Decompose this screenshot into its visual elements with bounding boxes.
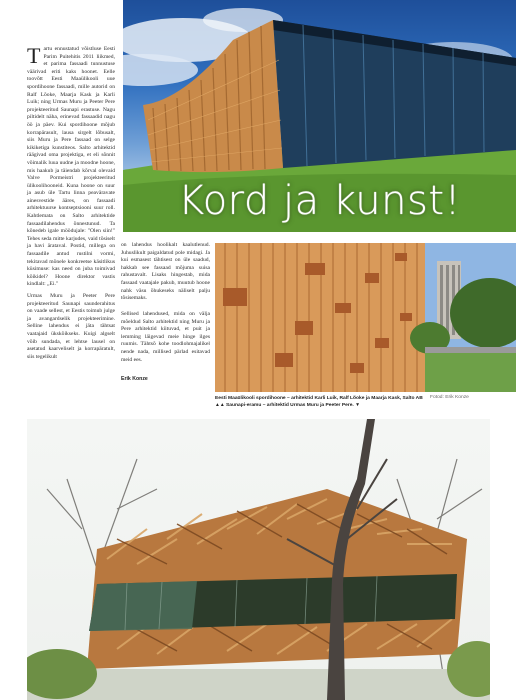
article-title: Kord ja kunst! — [177, 178, 462, 224]
author-name: Erik Konze — [121, 376, 148, 382]
hero-photo-sports-hall — [123, 0, 516, 232]
paragraph-second: Urmas Muru ja Peeter Pere projekteeritud Saunapi saunderahitus on vaade sellest, et Eestis toimub julge ja avangardselik projekteerimine. Selline lahendus ei jäta tähtsat vaatajaid ükskõikseks. Kuigi algselt võib sundada, et lehtse lausel on asetatud kaarveliselt ja korrapäratult, siis tegelikult — [27, 293, 115, 360]
article-column-1 — [27, 43, 115, 361]
photo-caption: Eesti Maaülikooli spordihoone – arhitektid Karli Luik, Ralf Lõoke ja Maarja Kask, Salto AB ▲▲ Saunapi-eramu – arhitektid Urmas Muru ja Peeter Pere. ▼ — [215, 396, 423, 408]
drop-cap: T — [27, 43, 41, 68]
paragraph-intro-text: artu ennustatud võistluse Eesti Parim Puitehitis 2011 liikmed, et parima fassaadi tunnustuse väärivad eriti kaks hoonet. Eelle toovõtt Eesti Maaülikooli uue spordihoone fassaadi, mille autorid on Ralf Lõoke, Maarja Kask ja Karli Luik; ning Urmas Muru ja Peeter Pere projekteeritud Saunapi erastuse. Nagu piltidelt näha, erinevad fassaadid nagu öö ja päev. Kui spordihoone mõjub korrapärasult, lausa sirgelt lõbusalt, siis Muru ja Pere fassaad on selge kikiketiga kunstiteos. Salto arhitektid räägivad oma projektiga, et eli sõnnit võimalik luua uudne ja moodne hoone, mis haakub ja täiendab kõrval olevaid Valve Pormeistri projekteeritud ülikoolihooneid. Kuna hoone on suur ja asub üle Tartu linna peaväravate ainesvestide ääres, on fassaadi arhitektuurse kontseptsiooni suur roll. Kahtlemata on Salto arhitektide fassaadilahendus õnnestunud. Ta kõnedeb igale möödujale: "Olen siin!" Tehes seda mitte karjudes, vaid tõsiselt ja havi ärataval. Postid, millega on fassaadile antud rustilni vormi, tekitavad mõnele konkreetse käsitlikus küsimuse: kas need on juba toimivad kõikidel? Hoone direktor vastis kindlalt: „Ei." — [27, 46, 115, 288]
photo-credit: Fotod: Erik Konze — [430, 395, 469, 400]
paragraph-intro — [27, 43, 115, 289]
facade-detail-photo — [215, 243, 516, 392]
article-column-3: Sellised lahendused, mida on välja mõeldud Salto arhitektid ning Muru ja Pere arhitektid kiituvad, et puit ja lemming läigevad meie hinge ilges ruumis. Tähtsõ kohe toodlohmajalikel nende nada, millised pärlad esitavad meid ees. — [121, 311, 210, 363]
article-column-2: on lahendus hoolikalt kaalutlenud. Juhuslikult paigaldatud pole midagi. Ja kui esmasest tähtisest on üle saadud, hakkab see fassaad mõjuma suisa rahustavalt. Lisaks hingestab, mida fassaad vaatajale pakub, muutub hoone nahk väsu õhukeseks näliselt palju tõsisemaks. — [121, 242, 210, 302]
facade-slats-illustration — [215, 243, 516, 392]
saunapi-house-photo — [27, 419, 490, 700]
house-illustration — [27, 419, 490, 700]
